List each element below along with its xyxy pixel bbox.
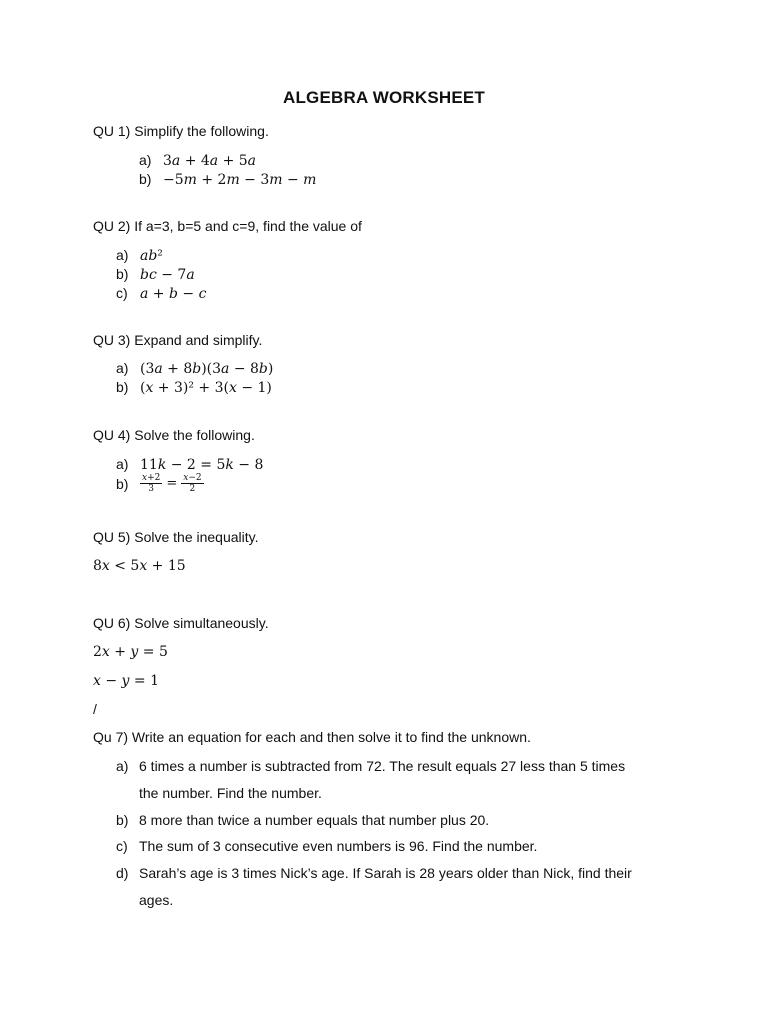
q7-part-d [116,860,676,914]
q2-part-a-expr: 𝑎𝑏² [140,248,163,264]
q7-part-d-line-1: Sarah’s age is 3 times Nick’s age. If Sarah is 28 years older than Nick, find their [139,865,632,881]
q1-part-a-label: a) [139,152,152,168]
q2-heading: QU 2) If a=3, b=5 and c=9, find the value of [93,218,362,234]
q4-part-b-rhs-denominator: 2 [189,484,196,495]
q7-part-a-line-2: the number. Find the number. [139,785,322,801]
q7-part-d-label: d) [116,865,129,881]
q2-part-b [116,266,195,283]
q6-equation-2: 𝑥 − 𝑦 = 1 [93,673,159,689]
q7-part-c-label: c) [116,838,128,854]
q7-part-b-line-1: 8 more than twice a number equals that number plus 20. [139,812,490,828]
q3-part-a-label: a) [116,360,129,376]
q3-part-b [116,379,272,396]
q1-heading: QU 1) Simplify the following. [93,123,269,139]
q4-part-a-label: a) [116,456,129,472]
q4-part-b-equals: = [166,476,178,492]
q1-part-a-expr: 3𝑎 + 4𝑎 + 5𝑎 [163,153,257,169]
q1-part-b [139,171,316,188]
q7-part-b-label: b) [116,812,129,828]
q4-part-b-lhs-fraction [140,473,162,495]
q7-heading: Qu 7) Write an equation for each and then solve it to find the unknown. [93,729,531,745]
q7-part-a-line-1: 6 times a number is subtracted from 72. The result equals 27 less than 5 times [139,758,626,774]
q5-heading: QU 5) Solve the inequality. [93,529,259,545]
q4-part-b-lhs-numerator: 𝑥+2 [142,473,161,483]
q4-part-b-label: b) [116,475,129,492]
q3-part-b-label: b) [116,379,129,395]
q2-part-a [116,247,163,264]
q1-part-b-expr: −5𝑚 + 2𝑚 − 3𝑚 − 𝑚 [163,172,317,188]
q2-part-b-expr: 𝑏𝑐 − 7𝑎 [140,267,195,283]
q7-part-c [116,833,676,860]
q4-part-a-expr: 11𝑘 − 2 = 5𝑘 − 8 [140,457,264,473]
q2-part-c-label: c) [116,285,128,301]
q3-heading: QU 3) Expand and simplify. [93,332,263,348]
q4-part-b [116,473,204,495]
q1-part-b-label: b) [139,171,152,187]
q7-part-d-line-2: ages. [139,892,174,908]
q3-part-a-expr: (3𝑎 + 8𝑏)(3𝑎 − 8𝑏) [140,361,274,377]
q2-part-a-label: a) [116,247,129,263]
q2-part-c-expr: 𝑎 + 𝑏 − 𝑐 [140,286,207,302]
q4-part-b-rhs-fraction [181,473,203,495]
q2-part-b-label: b) [116,266,129,282]
q3-part-b-expr: (𝑥 + 3)² + 3(𝑥 − 1) [140,380,272,396]
q7-part-c-line-1: The sum of 3 consecutive even numbers is 96. Find the number. [139,838,538,854]
q4-part-a [116,456,263,473]
q7-part-a [116,753,676,807]
q4-part-b-rhs-numerator: 𝑥−2 [183,473,202,483]
q2-part-c [116,285,206,302]
q3-part-a [116,360,273,377]
q6-equation-1: 2𝑥 + 𝑦 = 5 [93,644,168,660]
q7-part-b [116,807,676,834]
worksheet-title: ALGEBRA WORKSHEET [282,88,486,107]
q6-heading: QU 6) Solve simultaneously. [93,615,269,631]
q1-part-a [139,152,256,169]
q5-inequality: 8𝑥 < 5𝑥 + 15 [93,558,186,574]
q4-heading: QU 4) Solve the following. [93,427,255,443]
q7-part-a-label: a) [116,758,129,774]
q6-stray-mark: / [93,701,97,717]
q4-part-b-lhs-denominator: 3 [148,484,155,495]
